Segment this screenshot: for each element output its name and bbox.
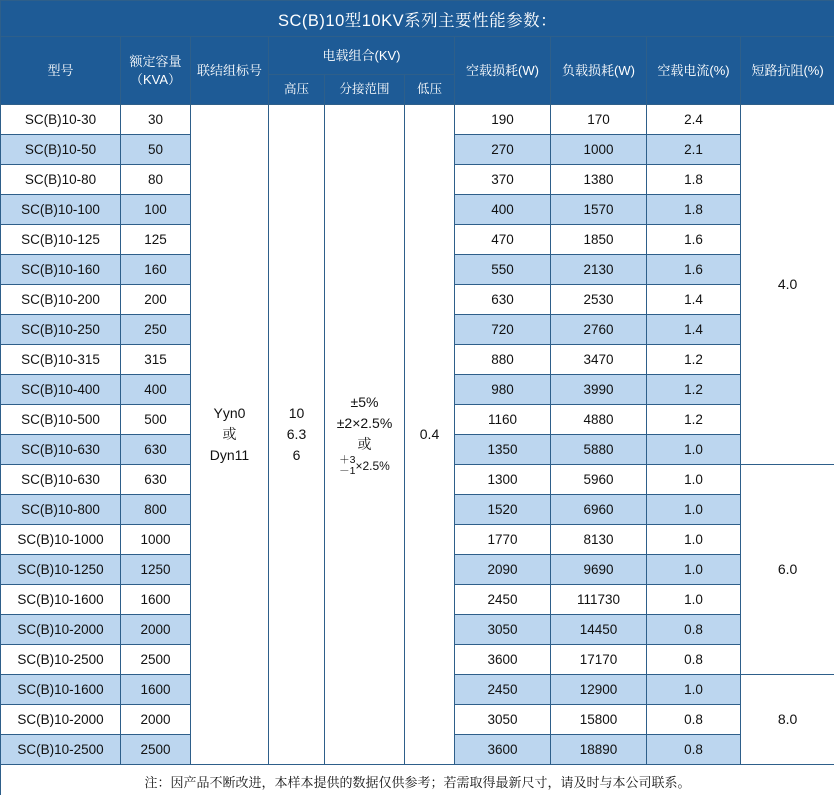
cell-load-loss: 8130 (551, 525, 647, 555)
cell-model: SC(B)10-1600 (1, 585, 121, 615)
cell-capacity: 1600 (121, 585, 191, 615)
cell-capacity: 1600 (121, 675, 191, 705)
cell-model: SC(B)10-630 (1, 435, 121, 465)
cell-no-load-current: 0.8 (647, 735, 741, 765)
cell-no-load-current: 1.8 (647, 195, 741, 225)
cell-no-load-loss: 400 (455, 195, 551, 225)
cell-model: SC(B)10-2000 (1, 615, 121, 645)
cell-load-loss: 1850 (551, 225, 647, 255)
cell-capacity: 200 (121, 285, 191, 315)
cell-short-circuit-impedance: 4.0 (741, 105, 834, 465)
cell-no-load-current: 1.6 (647, 225, 741, 255)
col-header-connection: 联结组标号 (191, 37, 269, 105)
cell-no-load-loss: 1300 (455, 465, 551, 495)
cell-capacity: 2000 (121, 705, 191, 735)
cell-model: SC(B)10-80 (1, 165, 121, 195)
col-header-tap-range: 分接范围 (325, 75, 405, 105)
cell-model: SC(B)10-315 (1, 345, 121, 375)
cell-capacity: 50 (121, 135, 191, 165)
cell-no-load-current: 1.2 (647, 375, 741, 405)
cell-capacity: 630 (121, 435, 191, 465)
cell-load-loss: 2530 (551, 285, 647, 315)
cell-model: SC(B)10-250 (1, 315, 121, 345)
cell-model: SC(B)10-2500 (1, 645, 121, 675)
cell-load-loss: 5880 (551, 435, 647, 465)
cell-capacity: 315 (121, 345, 191, 375)
cell-capacity: 125 (121, 225, 191, 255)
cell-short-circuit-impedance: 8.0 (741, 675, 834, 765)
cell-no-load-loss: 880 (455, 345, 551, 375)
cell-model: SC(B)10-2000 (1, 705, 121, 735)
cell-capacity: 80 (121, 165, 191, 195)
cell-load-loss: 15800 (551, 705, 647, 735)
col-header-capacity-line2: （KVA） (129, 71, 182, 87)
cell-load-loss: 1380 (551, 165, 647, 195)
cell-capacity: 100 (121, 195, 191, 225)
cell-load-loss: 3470 (551, 345, 647, 375)
cell-no-load-current: 1.0 (647, 495, 741, 525)
cell-load-loss: 170 (551, 105, 647, 135)
cell-model: SC(B)10-400 (1, 375, 121, 405)
cell-short-circuit-impedance: 6.0 (741, 465, 834, 675)
cell-no-load-loss: 3050 (455, 615, 551, 645)
cell-model: SC(B)10-1000 (1, 525, 121, 555)
cell-model: SC(B)10-160 (1, 255, 121, 285)
cell-capacity: 630 (121, 465, 191, 495)
tap-range-line-1: ±5% (350, 393, 379, 410)
cell-no-load-loss: 2450 (455, 675, 551, 705)
cell-no-load-current: 1.0 (647, 465, 741, 495)
cell-no-load-current: 1.8 (647, 165, 741, 195)
connection-line-3: Dyn11 (209, 447, 250, 463)
cell-model: SC(B)10-200 (1, 285, 121, 315)
cell-no-load-loss: 3600 (455, 645, 551, 675)
cell-load-loss: 2130 (551, 255, 647, 285)
tap-range-fraction-suffix: ×2.5% (355, 458, 390, 473)
cell-model: SC(B)10-30 (1, 105, 121, 135)
cell-load-loss: 111730 (551, 585, 647, 615)
cell-no-load-current: 2.4 (647, 105, 741, 135)
cell-capacity: 160 (121, 255, 191, 285)
cell-capacity: 1250 (121, 555, 191, 585)
cell-load-loss: 17170 (551, 645, 647, 675)
cell-model: SC(B)10-125 (1, 225, 121, 255)
cell-load-loss: 3990 (551, 375, 647, 405)
cell-load-loss: 1570 (551, 195, 647, 225)
cell-no-load-current: 0.8 (647, 645, 741, 675)
col-header-no-load-current: 空载电流(%) (647, 37, 741, 105)
col-header-capacity (121, 37, 191, 105)
cell-load-loss: 5960 (551, 465, 647, 495)
tap-range-line-2: ±2×2.5% (336, 414, 393, 431)
cell-no-load-loss: 470 (455, 225, 551, 255)
cell-no-load-current: 1.0 (647, 585, 741, 615)
col-header-low-voltage: 低压 (405, 75, 455, 105)
cell-no-load-loss: 1160 (455, 405, 551, 435)
cell-no-load-loss: 2450 (455, 585, 551, 615)
tap-range-line-4 (326, 455, 403, 477)
cell-model: SC(B)10-630 (1, 465, 121, 495)
cell-load-loss: 6960 (551, 495, 647, 525)
cell-no-load-loss: 550 (455, 255, 551, 285)
cell-no-load-current: 1.6 (647, 255, 741, 285)
header-row-primary (1, 37, 834, 75)
high-voltage-line-3: 6 (292, 447, 301, 463)
table-row (1, 105, 834, 135)
cell-no-load-current: 1.0 (647, 525, 741, 555)
cell-load-loss: 9690 (551, 555, 647, 585)
tap-range-line-3: 或 (357, 435, 372, 452)
cell-no-load-loss: 1520 (455, 495, 551, 525)
cell-load-loss: 14450 (551, 615, 647, 645)
cell-capacity: 2500 (121, 735, 191, 765)
col-header-model: 型号 (1, 37, 121, 105)
connection-line-1: Yyn0 (213, 405, 246, 421)
cell-no-load-current: 0.8 (647, 615, 741, 645)
cell-model: SC(B)10-100 (1, 195, 121, 225)
cell-capacity: 800 (121, 495, 191, 525)
cell-no-load-loss: 2090 (455, 555, 551, 585)
cell-load-loss: 2760 (551, 315, 647, 345)
cell-no-load-current: 0.8 (647, 705, 741, 735)
cell-capacity: 2000 (121, 615, 191, 645)
cell-no-load-loss: 630 (455, 285, 551, 315)
cell-high-voltage-merged (269, 105, 325, 765)
tap-range-fraction-numerator: ＋3 (339, 454, 356, 467)
cell-no-load-current: 1.4 (647, 285, 741, 315)
cell-no-load-loss: 720 (455, 315, 551, 345)
page-title: SC(B)10型10KV系列主要性能参数： (1, 1, 834, 37)
cell-load-loss: 12900 (551, 675, 647, 705)
cell-no-load-current: 1.2 (647, 345, 741, 375)
cell-capacity: 30 (121, 105, 191, 135)
table-note-row (1, 765, 834, 795)
cell-no-load-loss: 3050 (455, 705, 551, 735)
col-header-short-circuit-impedance: 短路抗阻(%) (741, 37, 834, 105)
cell-load-loss: 1000 (551, 135, 647, 165)
cell-low-voltage-merged: 0.4 (405, 105, 455, 765)
high-voltage-line-1: 10 (288, 405, 305, 421)
cell-tap-range-merged (325, 105, 405, 765)
cell-no-load-current: 1.2 (647, 405, 741, 435)
cell-capacity: 2500 (121, 645, 191, 675)
cell-no-load-loss: 190 (455, 105, 551, 135)
cell-no-load-loss: 3600 (455, 735, 551, 765)
cell-no-load-loss: 980 (455, 375, 551, 405)
cell-no-load-current: 1.0 (647, 675, 741, 705)
table-note: 注：因产品不断改进，本样本提供的数据仅供参考；若需取得最新尺寸，请及时与本公司联系。 (1, 765, 834, 795)
cell-no-load-loss: 270 (455, 135, 551, 165)
cell-capacity: 400 (121, 375, 191, 405)
spec-table-body (1, 1, 834, 795)
cell-no-load-current: 1.4 (647, 315, 741, 345)
cell-no-load-current: 1.0 (647, 555, 741, 585)
cell-model: SC(B)10-1250 (1, 555, 121, 585)
cell-model: SC(B)10-1600 (1, 675, 121, 705)
cell-capacity: 500 (121, 405, 191, 435)
col-header-capacity-line1: 额定容量 (129, 53, 182, 69)
col-header-high-voltage: 高压 (269, 75, 325, 105)
tap-range-fraction-denominator: －1 (339, 465, 356, 478)
cell-no-load-loss: 1770 (455, 525, 551, 555)
table-title-row (1, 1, 834, 37)
cell-model: SC(B)10-2500 (1, 735, 121, 765)
col-header-load-loss: 负载损耗(W) (551, 37, 647, 105)
col-header-no-load-loss: 空载损耗(W) (455, 37, 551, 105)
cell-model: SC(B)10-800 (1, 495, 121, 525)
cell-model: SC(B)10-500 (1, 405, 121, 435)
cell-no-load-loss: 1350 (455, 435, 551, 465)
cell-no-load-current: 1.0 (647, 435, 741, 465)
tap-range-fraction (339, 455, 355, 477)
cell-load-loss: 18890 (551, 735, 647, 765)
cell-model: SC(B)10-50 (1, 135, 121, 165)
cell-connection-merged (191, 105, 269, 765)
cell-capacity: 250 (121, 315, 191, 345)
cell-no-load-current: 2.1 (647, 135, 741, 165)
cell-no-load-loss: 370 (455, 165, 551, 195)
cell-capacity: 1000 (121, 525, 191, 555)
cell-load-loss: 4880 (551, 405, 647, 435)
col-header-voltage-group: 电载组合(KV) (269, 37, 455, 75)
high-voltage-line-2: 6.3 (286, 426, 307, 442)
connection-line-2: 或 (222, 426, 237, 442)
